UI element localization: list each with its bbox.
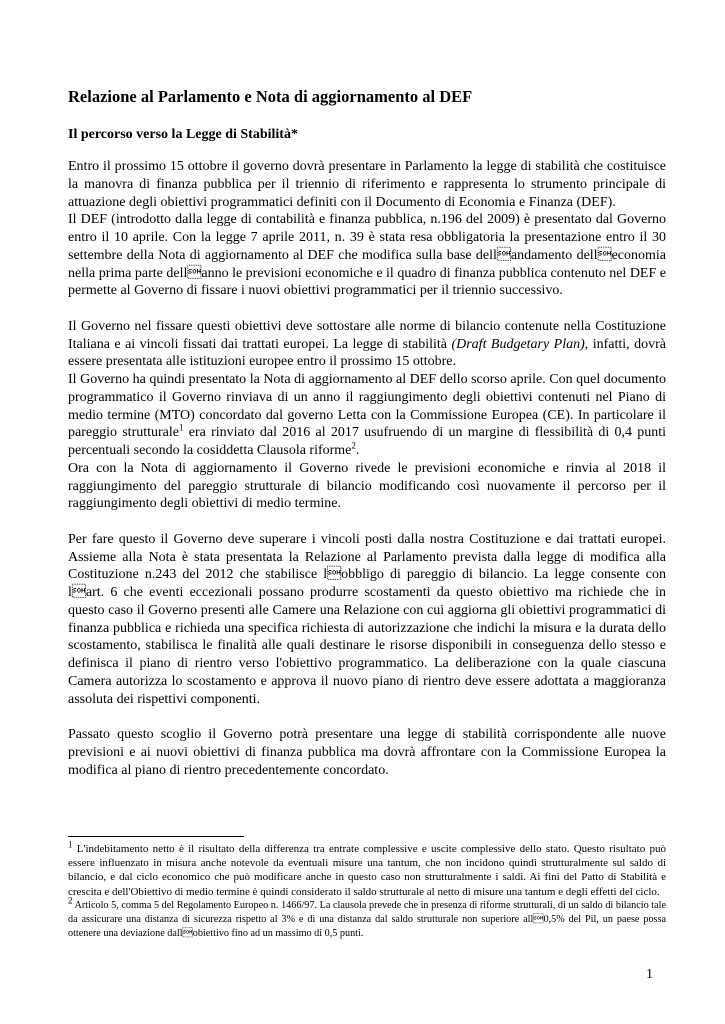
footnote-separator [68, 836, 244, 837]
footnote-text: Articolo 5, comma 5 del Regolamento Europeo n. 1466/97. La clausola prevede che in presenza di riforme strutturali, di un saldo di bilancio tale da assicurare una distanza di sicurezza rispetto al 3% e di una distanza dal saldo strutturale non superiore all0,5% del Pil, un paese possa ottenere una deviazione dallobiettivo fino ad un massimo di 0,5 punti. [68, 899, 666, 940]
paragraph-text: Passato questo scoglio il Governo potrà presentare una legge di stabilità corrispondente alle nuove previsioni e ai nuovi obiettivi di finanza pubblica ma dovrà affrontare con la Commissione Europea la modifica al piano di rientro precedentemente concordato. [68, 727, 666, 778]
paragraph-text: Entro il prossimo 15 ottobre il governo dovrà presentare in Parlamento la legge di stabilità che costituisce la manovra di finanza pubblica per il triennio di riferimento e rappresenta lo strumento principale di attuazione degli obiettivi programmatici definiti con il Documento di Economia e Finanza (DEF). [68, 159, 666, 210]
body-paragraph [68, 460, 666, 513]
paragraph-text: Il Governo ha quindi presentato la Nota di aggiornamento al DEF dello scorso aprile. Con quel documento programmatico il Governo rinviava di un anno il raggiungimento degli obiettivi contenuti nel Piano di medio termine (MTO) concordato dal governo Letta con la Commissione Europea (CE). In particolare il pareggio strutturale [68, 372, 666, 441]
page-number: 1 [646, 967, 653, 982]
footnote-number: 1 [68, 839, 73, 850]
body-paragraph [68, 158, 666, 211]
body-text [68, 158, 666, 779]
body-paragraph [68, 318, 666, 371]
footnotes [68, 839, 666, 941]
footnote-text: L'indebitamento netto è il risultato della differenza tra entrate complessive e uscite complessive dello stato. Questo risultato può essere influenzato in misura anche notevole da eventuali misure una tantum, che non incidono quindi strutturalmente sul saldo di bilancio, e dal ciclo economico che può modificare anche in questo caso non strutturalmente i saldi. Ai fini del Patto di Stabilità e crescita e dell'Obiettivo di medio termine è quindi considerato il saldo strutturale al netto di misure una tantum e degli effetti del ciclo. [68, 843, 666, 898]
body-paragraph [68, 211, 666, 300]
paragraph-text: era rinviato dal 2016 al 2017 usufruendo di un margine di flessibilità di 0,4 punti percentuali secondo la cosiddetta Clausola riforme [68, 425, 666, 458]
paragraph-text: Ora con la Nota di aggiornamento il Governo rivede le previsioni economiche e rinvia al 2018 il raggiungimento del pareggio strutturale di bilancio modificando così nuovamente il percorso per il raggiungimento degli obiettivi di medio termine. [68, 460, 666, 512]
paragraph-text: Per fare questo il Governo deve superare i vincoli posti dalla nostra Costituzione e dai trattati europei. Assieme alla Nota è stata presentata la Relazione al Parlamento prevista dalla legge di modifica alla Costituzione n.243 del 2012 che stabilisce lobbligo di pareggio di bilancio. La legge consente con lart. 6 che eventi eccezionali possano produrre scostamenti da questo obiettivo ma richiede che in questo caso il Governo presenti alle Camere una Relazione con cui aggiorna gli obiettivi programmatici di finanza pubblica e richieda una specifica richiesta di autorizzazione che indichi la misura e la durata dello scostamento, stabilisca le finalità alle quali destinare le risorse disponibili in conseguenza dello stesso e definisca il piano di rientro verso l'obiettivo programmatico. La deliberazione con la quale ciascuna Camera autorizza lo scostamento e approva il nuovo piano di rientro deve essere adottata a maggioranza assoluta dei rispettivi componenti. [68, 531, 666, 707]
body-paragraph [68, 371, 666, 460]
document-subtitle: Il percorso verso la Legge di Stabilità* [68, 127, 298, 142]
paragraph-text: Il DEF (introdotto dalla legge di contabilità e finanza pubblica, n.196 del 2009) è presentato dal Governo entro il 10 aprile. Con la legge 7 aprile 2011, n. 39 è stata resa obbligatoria la presentazione entro il 30 settembre della Nota di aggiornamento al DEF che modifica sulla base dellandamento delleconomia nella prima parte dellanno le previsioni economiche e il quadro di finanza pubblica contenuto nel DEF e permette al Governo di fissare i nuovi obiettivi programmatici per il triennio successivo. [68, 212, 666, 299]
document-title: Relazione al Parlamento e Nota di aggiornamento al DEF [68, 87, 473, 106]
paragraph-text: , infatti, dovrà essere presentata alle istituzioni europee entro il prossimo 15 ottobre. [68, 336, 666, 370]
paragraph-text: Il Governo nel fissare questi obiettivi deve sottostare alle norme di bilancio contenute nella Costituzione Italiana e ai vincoli fissati dai trattati europei. La legge di stabilità [68, 318, 666, 352]
body-paragraph [68, 531, 666, 709]
footnote-number: 2 [68, 895, 73, 906]
footnote-reference: 2 [351, 440, 356, 451]
footnote-reference: 1 [179, 422, 184, 433]
footnote [68, 839, 666, 899]
paragraph-text: . [355, 443, 360, 458]
paragraph-text: (Draft Budgetary Plan) [451, 336, 585, 352]
body-paragraph [68, 726, 666, 779]
footnote [68, 895, 666, 942]
